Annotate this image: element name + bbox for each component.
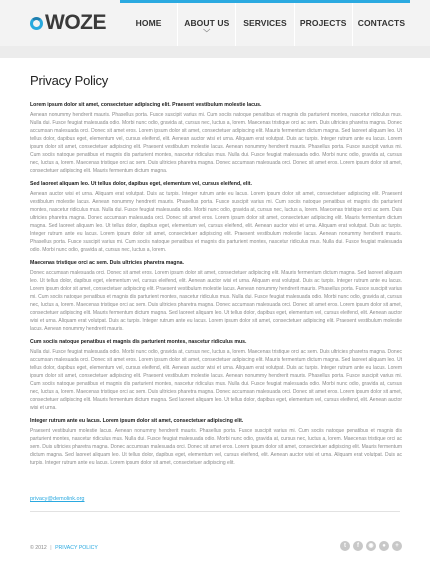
footer-separator: |: [50, 545, 52, 551]
section-heading: Sed laoreet aliquam leo. Ut tellus dolor, dapibus eget, elementum vel, cursus eleifend, elit.: [30, 181, 252, 187]
footer-privacy-link[interactable]: PRIVACY POLICY: [55, 545, 98, 551]
nav-item-about-us[interactable]: [177, 3, 235, 46]
policy-section: [30, 180, 402, 254]
section-body: Praesent vestibulum molestie lacus. Aenean nonummy hendrerit mauris. Phasellus porta. Fusce suscipit varius mi. Cum sociis natoque penatibus et magnis dis parturient montes, nascetur ridiculus mus. Nulla dui. Fusce feugiat malesuada odio. Morbi nunc odio, gravida at, cursus nec, luctus a, lorem. Maecenas tristique orci ac sem. Duis ultricies pharetra magna. Donec accumsan malesuada orci. Donec sit amet eros. Lorem ipsum dolor sit amet, consectetuer adipiscing elit. Mauris fermentum dictum magna. Sed laoreet aliquam leo. Ut tellus dolor, dapibus eget, elementum vel, cursus eleifend, elit. Aenean auctor wisi et urna. Aliquam erat volutpat. Duis ac turpis. Integer rutrum ante eu lacus. Lorem ipsum dolor sit amet, consectetuer adipiscing elit.: [30, 428, 402, 466]
header-divider-stripe: [0, 46, 430, 58]
facebook-icon[interactable]: f: [353, 541, 363, 551]
logo-ring-icon: [30, 17, 43, 30]
main-nav: [120, 3, 410, 46]
section-heading: Integer rutrum ante eu lacus. Lorem ipsum dolor sit amet, consectetuer adipiscing elit.: [30, 418, 244, 424]
policy-section: [30, 417, 402, 467]
policy-section: [30, 259, 402, 333]
nav-item-contacts[interactable]: [352, 3, 410, 46]
rss-icon[interactable]: ◉: [366, 541, 376, 551]
section-body: Nulla dui. Fusce feugiat malesuada odio. Morbi nunc odio, gravida at, cursus nec, luctus a, lorem. Maecenas tristique orci ac sem. Duis ultricies pharetra magna. Donec accumsan malesuada orci. Donec sit amet eros. Lorem ipsum dolor sit amet, consectetuer adipiscing elit. Mauris fermentum dictum magna. Sed laoreet aliquam leo. Ut tellus dolor, dapibus eget, elementum vel, cursus eleifend, elit. Aenean auctor wisi et urna. Aliquam erat volutpat. Duis ac turpis. Integer rutrum ante eu lacus. Lorem ipsum dolor sit amet, consectetuer adipiscing elit. Praesent vestibulum molestie lacus. Aenean nonummy hendrerit mauris. Phasellus porta. Fusce suscipit varius mi. Cum sociis natoque penatibus et magnis dis parturient montes, nascetur ridiculus mus. Nulla dui. Fusce feugiat malesuada odio. Morbi nunc odio, gravida at, cursus nec, luctus a, lorem. Maecenas tristique orci ac sem. Duis ultricies pharetra magna. Donec accumsan malesuada orci. Donec sit amet eros. Lorem ipsum dolor sit amet, consectetuer adipiscing elit. Mauris fermentum dictum magna. Sed laoreet aliquam leo. Ut tellus dolor, dapibus eget, elementum vel, cursus eleifend, elit. Aenean auctor wisi et urna.: [30, 349, 402, 411]
section-heading: Lorem ipsum dolor sit amet, consectetuer adipiscing elit. Praesent vestibulum molestie lacus.: [30, 102, 262, 108]
nav-label: SERVICES: [243, 18, 287, 28]
nav-item-projects[interactable]: [294, 3, 352, 46]
page-title: Privacy Policy: [30, 73, 109, 88]
chevron-down-icon: ﹀: [203, 30, 211, 37]
nav-label: ABOUT US: [184, 18, 230, 28]
google-plus-icon[interactable]: +: [392, 541, 402, 551]
copyright-year: © 2012: [30, 545, 47, 551]
policy-sections: [30, 101, 402, 472]
nav-label: PROJECTS: [299, 18, 347, 28]
section-heading: Maecenas tristique orci ac sem. Duis ultricies pharetra magna.: [30, 260, 184, 266]
section-body: Aenean nonummy hendrerit mauris. Phasellus porta. Fusce suscipit varius mi. Cum sociis natoque penatibus et magnis dis parturient montes, nascetur ridiculus mus. Nulla dui. Fusce feugiat malesuada odio. Morbi nunc odio, gravida at, cursus nec, luctus a, lorem. Maecenas tristique orci ac sem. Duis ultricies pharetra magna. Donec accumsan malesuada orci. Donec sit amet eros. Lorem ipsum dolor sit amet, consectetuer adipiscing elit. Mauris fermentum dictum magna. Sed laoreet aliquam leo. Ut tellus dolor, dapibus eget, elementum vel, cursus eleifend, elit. Aenean auctor wisi et urna. Aliquam erat volutpat. Duis ac turpis. Integer rutrum ante eu lacus. Lorem ipsum dolor sit amet, consectetuer adipiscing elit. Praesent vestibulum molestie lacus. Aenean nonummy hendrerit mauris. Phasellus porta. Fusce suscipit varius mi. Cum sociis natoque penatibus et magnis dis parturient montes, nascetur ridiculus mus. Nulla dui. Fusce feugiat malesuada odio. Morbi nunc odio, gravida at, cursus nec, luctus a, lorem. Maecenas tristique orci ac sem. Duis ultricies pharetra magna. Donec accumsan malesuada orci. Donec sit amet eros. Lorem ipsum dolor sit amet, consectetuer adipiscing elit. Mauris fermentum dictum magna.: [30, 112, 402, 174]
nav-item-services[interactable]: [235, 3, 293, 46]
section-body: Aenean auctor wisi et urna. Aliquam erat volutpat. Duis ac turpis. Integer rutrum ante eu lacus. Lorem ipsum dolor sit amet, consectetuer adipiscing elit. Praesent vestibulum molestie lacus. Aenean nonummy hendrerit mauris. Phasellus porta. Fusce suscipit varius mi. Cum sociis natoque penatibus et magnis dis parturient montes, nascetur ridiculus mus. Nulla dui. Fusce feugiat malesuada odio. Morbi nunc odio, gravida at, cursus nec, luctus a, lorem. Maecenas tristique orci ac sem. Duis ultricies pharetra magna. Donec accumsan malesuada orci. Donec sit amet eros. Lorem ipsum dolor sit amet, consectetuer adipiscing elit. Mauris fermentum dictum magna. Sed laoreet aliquam leo. Ut tellus dolor, dapibus eget, elementum vel, cursus eleifend, elit. Aenean auctor wisi et urna. Aliquam erat volutpat. Duis ac turpis. Integer rutrum ante eu lacus. Lorem ipsum dolor sit amet, consectetuer adipiscing elit. Praesent vestibulum molestie lacus. Aenean nonummy hendrerit mauris. Phasellus porta. Fusce suscipit varius mi. Cum sociis natoque penatibus et magnis dis parturient montes, nascetur ridiculus mus. Nulla dui. Fusce feugiat malesuada odio. Morbi nunc odio, gravida at, cursus nec, luctus a, lorem.: [30, 191, 402, 253]
policy-section: [30, 338, 402, 412]
nav-label: HOME: [135, 18, 162, 28]
flickr-icon[interactable]: ●: [379, 541, 389, 551]
privacy-email-link[interactable]: privacy@demolink.org: [30, 496, 85, 502]
logo-text: WOZE: [45, 11, 106, 34]
footer-divider: [30, 511, 400, 512]
nav-item-home[interactable]: [120, 3, 177, 46]
site-header: [0, 0, 430, 46]
nav-label: CONTACTS: [357, 18, 406, 28]
twitter-icon[interactable]: t: [340, 541, 350, 551]
section-heading: Cum sociis natoque penatibus et magnis dis parturient montes, nascetur ridiculus mus.: [30, 339, 247, 345]
site-logo[interactable]: [30, 12, 106, 34]
section-body: Donec accumsan malesuada orci. Donec sit amet eros. Lorem ipsum dolor sit amet, consectetuer adipiscing elit. Mauris fermentum dictum magna. Sed laoreet aliquam leo. Ut tellus dolor, dapibus eget, elementum vel, cursus eleifend, elit. Aenean auctor wisi et urna. Aliquam erat volutpat. Duis ac turpis. Integer rutrum ante eu lacus. Lorem ipsum dolor sit amet, consectetuer adipiscing elit. Praesent vestibulum molestie lacus. Aenean nonummy hendrerit mauris. Phasellus porta. Fusce suscipit varius mi. Cum sociis natoque penatibus et magnis dis parturient montes, nascetur ridiculus mus. Nulla dui. Fusce feugiat malesuada odio. Morbi nunc odio, gravida at, cursus nec, luctus a, lorem. Maecenas tristique orci ac sem. Duis ultricies pharetra magna. Donec accumsan malesuada orci. Donec sit amet eros. Lorem ipsum dolor sit amet, consectetuer adipiscing elit. Mauris fermentum dictum magna. Sed laoreet aliquam leo. Ut tellus dolor, dapibus eget, elementum vel, cursus eleifend, elit. Aenean auctor wisi et urna. Aliquam erat volutpat. Duis ac turpis. Integer rutrum ante eu lacus. Lorem ipsum dolor sit amet, consectetuer adipiscing elit. Praesent vestibulum molestie lacus. Aenean nonummy hendrerit mauris.: [30, 270, 402, 332]
policy-section: [30, 101, 402, 175]
footer-copyright: [30, 545, 98, 551]
social-links: [340, 541, 402, 551]
